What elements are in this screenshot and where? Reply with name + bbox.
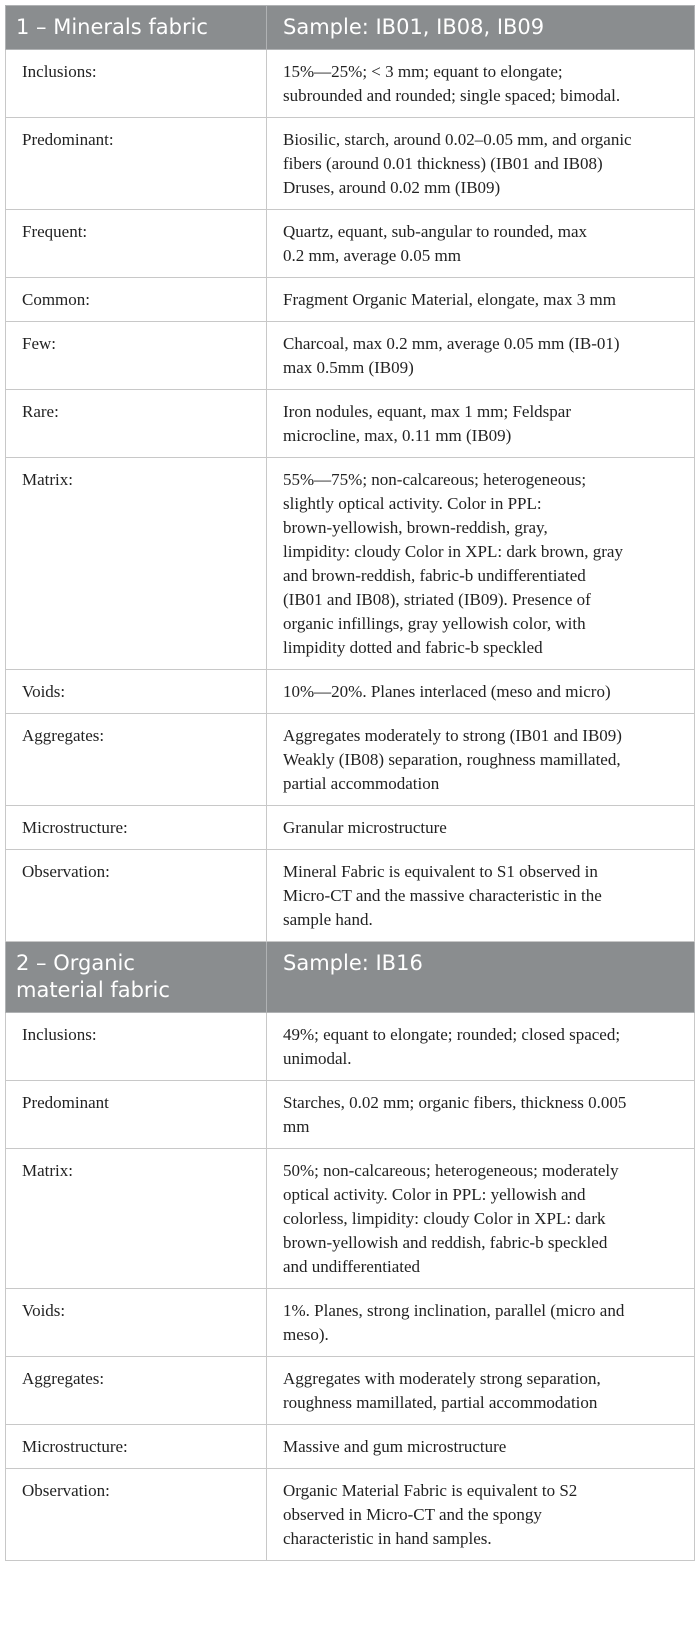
table-row: [6, 390, 695, 458]
table-row: [6, 1469, 695, 1561]
row-label: Predominant:: [6, 118, 267, 210]
row-value: Charcoal, max 0.2 mm, average 0.05 mm (IB-01) max 0.5mm (IB09): [267, 322, 695, 390]
table-row: [6, 806, 695, 850]
row-label: Common:: [6, 278, 267, 322]
row-value: Quartz, equant, sub-angular to rounded, max 0.2 mm, average 0.05 mm: [267, 210, 695, 278]
table-row: [6, 714, 695, 806]
row-value: Starches, 0.02 mm; organic fibers, thickness 0.005 mm: [267, 1081, 695, 1149]
row-value: Organic Material Fabric is equivalent to S2 observed in Micro-CT and the spongy characteristic in hand samples.: [267, 1469, 695, 1561]
table-row: [6, 1013, 695, 1081]
row-value: 10%—20%. Planes interlaced (meso and micro): [267, 670, 695, 714]
row-label: Inclusions:: [6, 1013, 267, 1081]
table-row: [6, 1425, 695, 1469]
row-label: Matrix:: [6, 1149, 267, 1289]
row-value: 55%—75%; non-calcareous; heterogeneous; slightly optical activity. Color in PPL: brown-yellowish, brown-reddish, gray, limpidity: cloudy Color in XPL: dark brown, gray and brown-reddish, fabric-b undifferentiated (IB01 and IB08), striated (IB09). Presence of organic infillings, gray yellowish color, with limpidity dotted and fabric-b speckled: [267, 458, 695, 670]
table-row: [6, 1149, 695, 1289]
table-row: [6, 850, 695, 942]
row-value: Massive and gum microstructure: [267, 1425, 695, 1469]
table-row: [6, 50, 695, 118]
section-header: [6, 942, 695, 1013]
row-value: Iron nodules, equant, max 1 mm; Feldspar microcline, max, 0.11 mm (IB09): [267, 390, 695, 458]
row-value: 49%; equant to elongate; rounded; closed spaced; unimodal.: [267, 1013, 695, 1081]
row-label: Microstructure:: [6, 806, 267, 850]
section-sample: Sample: IB16: [267, 942, 695, 1013]
row-value: Biosilic, starch, around 0.02–0.05 mm, and organic fibers (around 0.01 thickness) (IB01 and IB08) Druses, around 0.02 mm (IB09): [267, 118, 695, 210]
table-row: [6, 1357, 695, 1425]
row-label: Observation:: [6, 1469, 267, 1561]
table-row: [6, 210, 695, 278]
row-value: 1%. Planes, strong inclination, parallel (micro and meso).: [267, 1289, 695, 1357]
row-label: Voids:: [6, 670, 267, 714]
fabric-description-table: [5, 5, 695, 1561]
row-label: Matrix:: [6, 458, 267, 670]
row-label: Aggregates:: [6, 714, 267, 806]
row-label: Predominant: [6, 1081, 267, 1149]
row-label: Inclusions:: [6, 50, 267, 118]
row-value: 50%; non-calcareous; heterogeneous; moderately optical activity. Color in PPL: yellowish and colorless, limpidity: cloudy Color in XPL: dark brown-yellowish and reddish, fabric-b speckled and undifferentiated: [267, 1149, 695, 1289]
row-label: Rare:: [6, 390, 267, 458]
table-row: [6, 1289, 695, 1357]
table-row: [6, 458, 695, 670]
table-row: [6, 1081, 695, 1149]
row-label: Aggregates:: [6, 1357, 267, 1425]
row-value: 15%—25%; < 3 mm; equant to elongate; subrounded and rounded; single spaced; bimodal.: [267, 50, 695, 118]
section-title: 2 – Organic material fabric: [6, 942, 267, 1013]
row-label: Voids:: [6, 1289, 267, 1357]
row-value: Aggregates moderately to strong (IB01 and IB09) Weakly (IB08) separation, roughness mamillated, partial accommodation: [267, 714, 695, 806]
table-row: [6, 670, 695, 714]
table-body: [6, 6, 695, 1561]
row-value: Mineral Fabric is equivalent to S1 observed in Micro-CT and the massive characteristic in the sample hand.: [267, 850, 695, 942]
row-label: Microstructure:: [6, 1425, 267, 1469]
section-sample: Sample: IB01, IB08, IB09: [267, 6, 695, 50]
row-label: Observation:: [6, 850, 267, 942]
table-row: [6, 278, 695, 322]
section-header: [6, 6, 695, 50]
row-value: Aggregates with moderately strong separation, roughness mamillated, partial accommodation: [267, 1357, 695, 1425]
table-row: [6, 118, 695, 210]
row-label: Few:: [6, 322, 267, 390]
row-value: Fragment Organic Material, elongate, max 3 mm: [267, 278, 695, 322]
table-row: [6, 322, 695, 390]
row-label: Frequent:: [6, 210, 267, 278]
row-value: Granular microstructure: [267, 806, 695, 850]
section-title: 1 – Minerals fabric: [6, 6, 267, 50]
